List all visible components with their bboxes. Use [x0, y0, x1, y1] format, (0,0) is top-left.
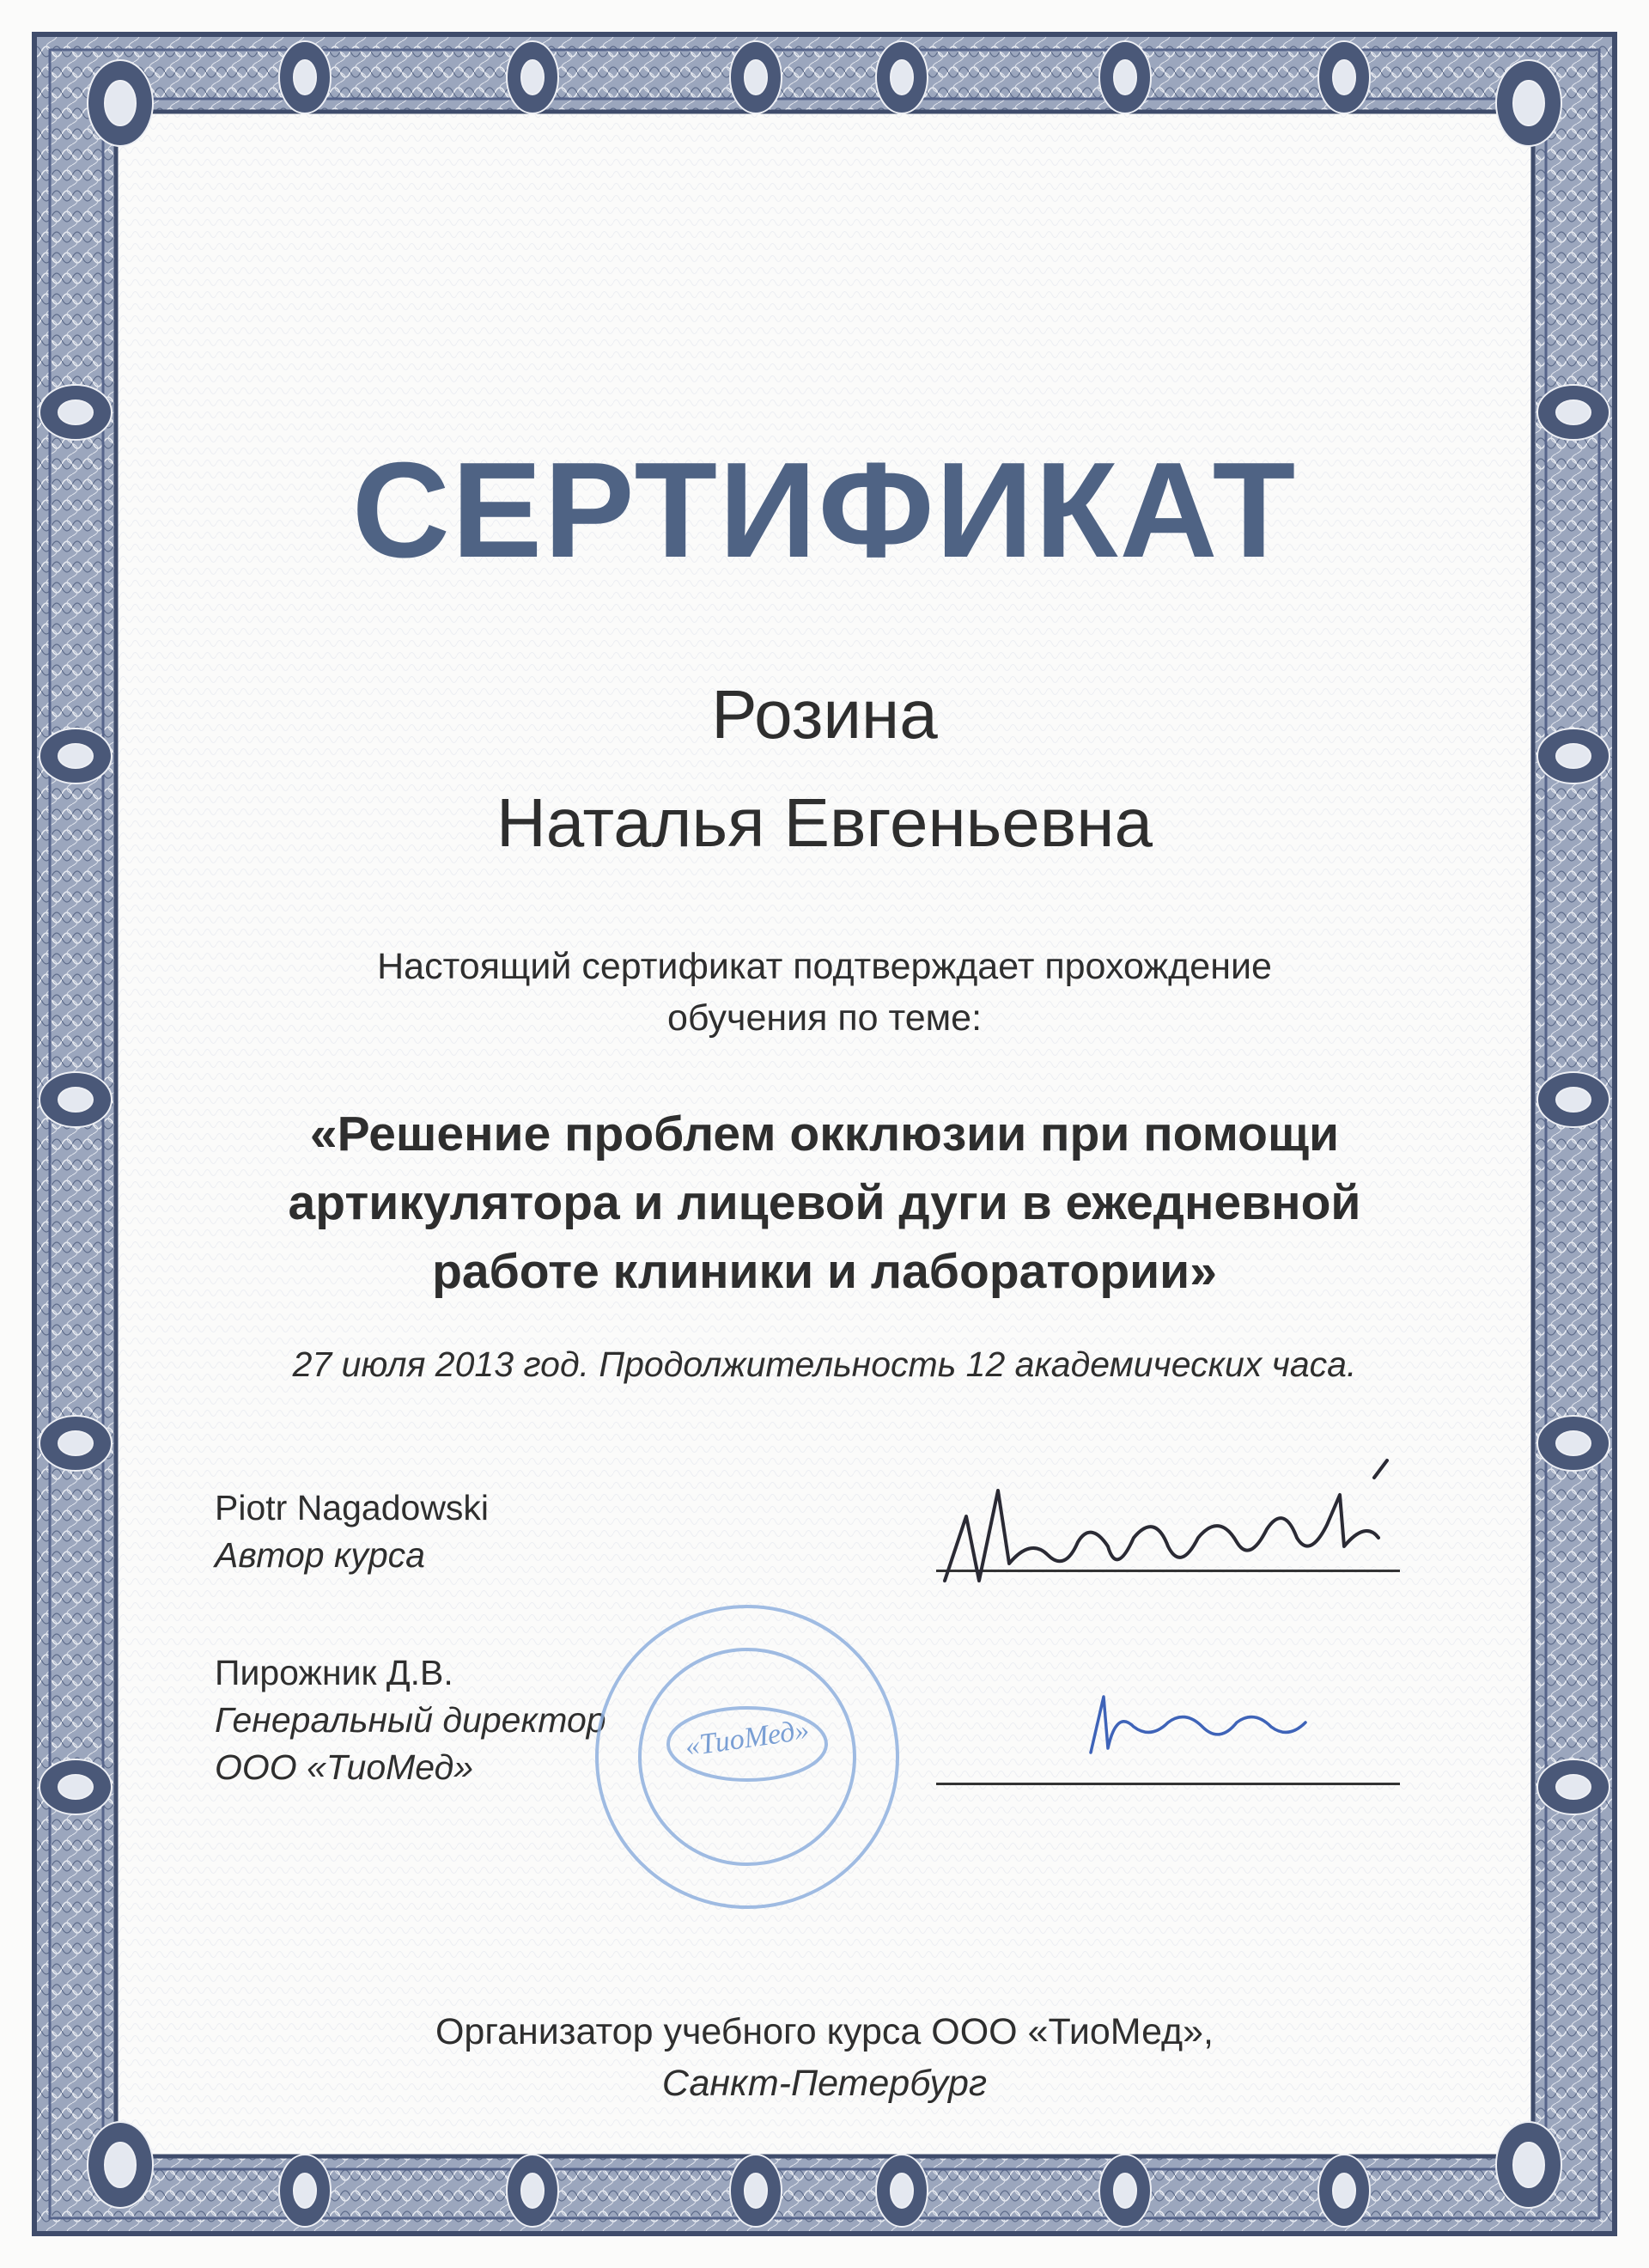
intro-line: обучения по теме: — [666, 997, 983, 1039]
author-signatory — [215, 1485, 489, 1579]
signature-line — [936, 1783, 1400, 1785]
signatory-role: Генеральный директор — [215, 1700, 606, 1740]
footer-city: Санкт-Петербург — [661, 2063, 988, 2104]
topic-line: «Решение проблем окклюзии при помощи — [309, 1107, 1340, 1161]
signature-line — [936, 1570, 1400, 1572]
signatory-org: ООО «ТиоМед» — [215, 1747, 474, 1787]
certificate-title: СЕРТИФИКАТ — [351, 435, 1298, 586]
course-topic — [0, 1100, 1649, 1306]
intro-line: Настоящий сертификат подтверждает прохождение — [377, 946, 1272, 987]
stamp-text: «ТиоМед» — [683, 1714, 812, 1763]
footer-line: Организатор учебного курса ООО «ТиоМед», — [435, 2011, 1214, 2052]
footer-organizer — [0, 2006, 1649, 2109]
topic-line: работе клиники и лаборатории» — [432, 1244, 1217, 1299]
recipient-name-patronymic: Наталья Евгеньевна — [496, 784, 1153, 861]
date-duration: 27 июля 2013 год. Продолжительность 12 академических часа. — [292, 1344, 1357, 1384]
director-signatory — [215, 1649, 606, 1791]
signatory-name: Пирожник Д.В. — [215, 1653, 453, 1692]
intro-text — [0, 941, 1649, 1044]
signatory-name: Piotr Nagadowski — [215, 1488, 490, 1527]
topic-line: артикулятора и лицевой дуги в ежедневной — [288, 1175, 1361, 1230]
signatory-role: Автор курса — [215, 1535, 425, 1575]
recipient-surname: Розина — [711, 676, 938, 753]
